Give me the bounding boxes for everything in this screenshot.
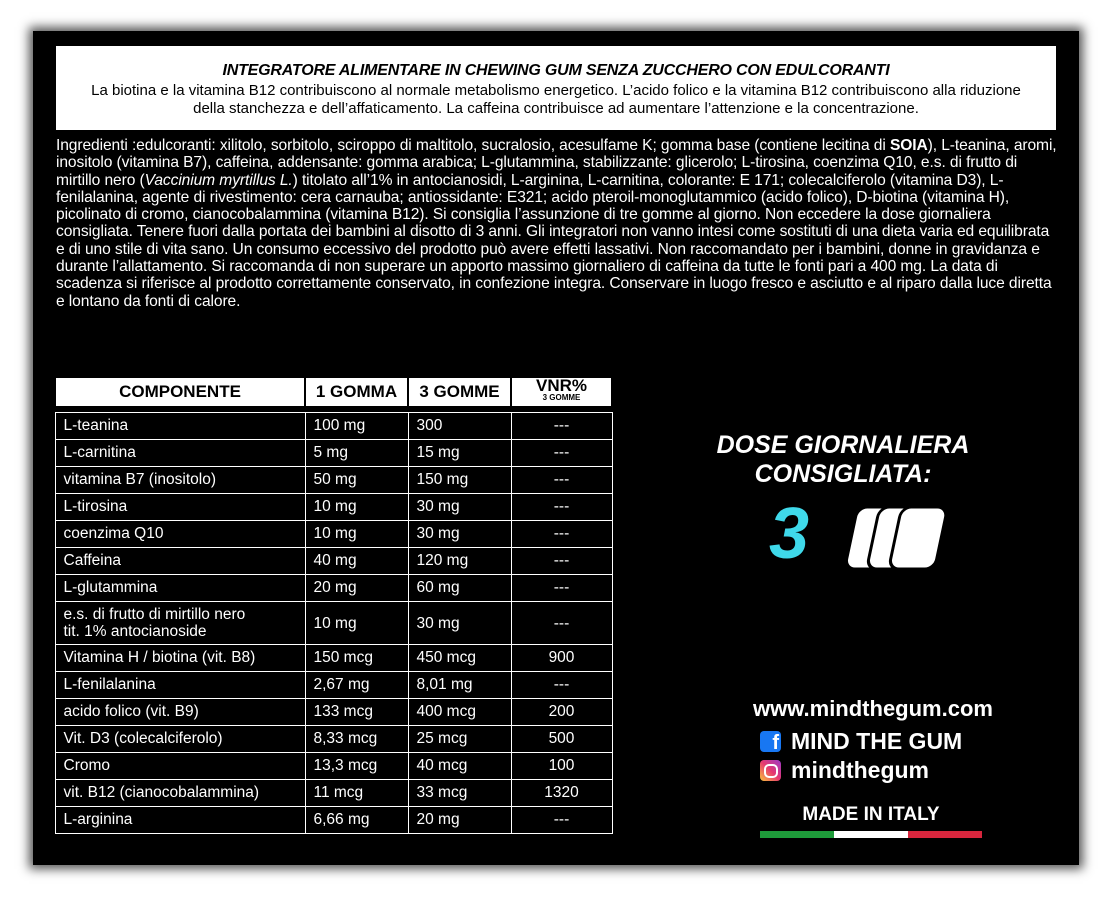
value-vnr: --- — [511, 494, 612, 521]
header-vnr — [511, 377, 612, 407]
allergen-soia: SOIA — [889, 137, 928, 154]
value-one-gum: 133 mcg — [305, 699, 408, 726]
value-three-gums: 150 mg — [408, 467, 511, 494]
made-in-italy: MADE IN ITALY — [802, 804, 940, 825]
value-one-gum: 6,66 mg — [305, 807, 408, 834]
value-one-gum: 5 mg — [305, 440, 408, 467]
header-vnr-label: VNR% — [535, 376, 587, 395]
header-box — [56, 46, 1056, 130]
italian-flag-bar — [760, 831, 982, 838]
value-one-gum: 13,3 mcg — [305, 753, 408, 780]
table-row — [55, 645, 612, 672]
value-one-gum: 20 mg — [305, 575, 408, 602]
table-row — [55, 440, 612, 467]
instagram-row — [760, 757, 929, 784]
flag-white — [834, 831, 908, 838]
instagram-handle: mindthegum — [791, 757, 929, 783]
value-one-gum: 8,33 mcg — [305, 726, 408, 753]
component-name-line-1: e.s. di frutto di mirtillo nero — [63, 606, 246, 623]
value-vnr: --- — [511, 467, 612, 494]
value-three-gums: 20 mg — [408, 807, 511, 834]
health-claims: La biotina e la vitamina B12 contribuiscono al normale metabolismo energetico. L’acido folico e la vitamina B12 contribuiscono alla riduzione della stanchezza e dell’affaticamento. La caffeina contribuisce ad aumentare l’attenzione e la concentrazione. — [91, 82, 1021, 117]
product-label — [33, 31, 1079, 865]
website-url: www.mindthegum.com — [753, 696, 993, 721]
flag-red — [908, 831, 982, 838]
table-row — [55, 548, 612, 575]
component-name: vit. B12 (cianocobalammina) — [55, 780, 305, 807]
table-row — [55, 602, 612, 645]
component-name: Cromo — [55, 753, 305, 780]
value-three-gums: 30 mg — [408, 494, 511, 521]
component-name: L-glutammina — [55, 575, 305, 602]
value-vnr: 500 — [511, 726, 612, 753]
daily-dose-title: DOSE GIORNALIERA CONSIGLIATA: — [716, 431, 970, 488]
value-three-gums: 15 mg — [408, 440, 511, 467]
table-row — [55, 575, 612, 602]
table-row — [55, 726, 612, 753]
value-vnr: 200 — [511, 699, 612, 726]
value-one-gum: 10 mg — [305, 494, 408, 521]
ingredients-part-3: ) titolato all’1% in antocianosidi, L-arginina, L-carnitina, colorante: E 171; colecalciferolo (vitamina D3), L-fenilalanina, agente di rivestimento: cera carnauba; antiossidante: E321; acido pteroil-monoglutammico (acido folico), D-biotina (vitamina H), picolinato di cromo, cianocobalammina (vitamina B12). Si consiglia l’assunzione di tre gomme al giorno. Non eccedere la dose giornaliera consigliata. Tenere fuori dalla portata dei bambini al disotto di 3 anni. Gli integratori non vanno intesi come sostituti di una dieta varia ed equilibrata e di uno stile di vita sano. Un consumo eccessivo del prodotto può avere effetti lassativi. Non raccomandato per i bambini, donne in gravidanza e durante l’allattamento. Si raccomanda di non superare un apporto massimo giornaliero di caffeina da tutte le fonti pari a 400 mg. La data di scadenza si riferisce al prodotto correttamente conservato, in confezione integra. Conservare in luogo fresco e asciutto e al riparo dalla luce diretta e lontano da fonti di calore. — [56, 171, 1052, 310]
value-vnr: --- — [511, 672, 612, 699]
ingredients-part-2: ), L-teanina, aromi, inositolo (vitamina B7), caffeina, addensante: gomma arabica; L-glutammina, stabilizzante: glicerolo; L-tirosina, coenzima Q10, e.s. di frutto di mirtillo nero ( — [56, 137, 1057, 189]
component-name: vitamina B7 (inositolo) — [55, 467, 305, 494]
value-vnr: --- — [511, 521, 612, 548]
table-row — [55, 521, 612, 548]
value-one-gum: 50 mg — [305, 467, 408, 494]
component-name: acido folico (vit. B9) — [55, 699, 305, 726]
component-name: L-carnitina — [55, 440, 305, 467]
table-row — [55, 672, 612, 699]
flag-green — [760, 831, 834, 838]
table-row — [55, 467, 612, 494]
component-name: L-teanina — [55, 413, 305, 440]
table-row — [55, 753, 612, 780]
table-row — [55, 699, 612, 726]
value-three-gums: 33 mcg — [408, 780, 511, 807]
component-name — [55, 602, 305, 645]
value-three-gums: 25 mcg — [408, 726, 511, 753]
chewing-gum-pieces-icon — [833, 501, 953, 581]
value-vnr: --- — [511, 440, 612, 467]
value-vnr: --- — [511, 575, 612, 602]
table-row — [55, 807, 612, 834]
value-three-gums: 8,01 mg — [408, 672, 511, 699]
component-name: L-fenilalanina — [55, 672, 305, 699]
value-three-gums: 40 mcg — [408, 753, 511, 780]
value-one-gum: 40 mg — [305, 548, 408, 575]
value-vnr: 100 — [511, 753, 612, 780]
ingredients-part-1: Ingredienti :edulcoranti: xilitolo, sorbitolo, sciroppo di maltitolo, sucralosio, acesulfame K; gomma base (contiene lecitina di — [56, 137, 890, 154]
component-name: L-tirosina — [55, 494, 305, 521]
daily-dose-number: 3 — [769, 494, 810, 574]
header-vnr-sub: 3 GOMME — [542, 393, 581, 402]
value-one-gum: 10 mg — [305, 521, 408, 548]
component-name-line-2: tit. 1% antocianoside — [63, 623, 207, 640]
value-three-gums: 400 mcg — [408, 699, 511, 726]
value-three-gums: 30 mg — [408, 602, 511, 645]
value-one-gum: 2,67 mg — [305, 672, 408, 699]
header-one-gum: 1 GOMMA — [305, 377, 408, 407]
value-one-gum: 10 mg — [305, 602, 408, 645]
value-one-gum: 11 mcg — [305, 780, 408, 807]
value-vnr: --- — [511, 413, 612, 440]
header-three-gums: 3 GOMME — [408, 377, 511, 407]
value-vnr: 900 — [511, 645, 612, 672]
value-three-gums: 60 mg — [408, 575, 511, 602]
value-three-gums: 450 mcg — [408, 645, 511, 672]
component-name: L-arginina — [55, 807, 305, 834]
species-name: Vaccinium myrtillus L. — [144, 171, 293, 189]
nutrition-table — [54, 376, 613, 834]
value-three-gums: 30 mg — [408, 521, 511, 548]
ingredients-text — [56, 137, 1061, 310]
value-one-gum: 100 mg — [305, 413, 408, 440]
value-three-gums: 300 — [408, 413, 511, 440]
instagram-icon — [760, 760, 781, 781]
value-one-gum: 150 mcg — [305, 645, 408, 672]
table-body — [55, 407, 612, 834]
component-name: Vit. D3 (colecalciferolo) — [55, 726, 305, 753]
value-vnr: --- — [511, 602, 612, 645]
value-vnr: --- — [511, 807, 612, 834]
facebook-handle: MIND THE GUM — [791, 728, 963, 754]
table-row — [55, 780, 612, 807]
table-header-row — [55, 377, 612, 407]
product-title: INTEGRATORE ALIMENTARE IN CHEWING GUM SENZA ZUCCHERO CON EDULCORANTI — [222, 62, 890, 79]
value-vnr: --- — [511, 548, 612, 575]
table-row — [55, 494, 612, 521]
table-row — [55, 413, 612, 440]
component-name: Caffeina — [55, 548, 305, 575]
component-name: Vitamina H / biotina (vit. B8) — [55, 645, 305, 672]
facebook-icon: f — [760, 731, 781, 752]
value-vnr: 1320 — [511, 780, 612, 807]
facebook-row — [760, 728, 962, 755]
value-three-gums: 120 mg — [408, 548, 511, 575]
header-component: COMPONENTE — [55, 377, 305, 407]
component-name: coenzima Q10 — [55, 521, 305, 548]
